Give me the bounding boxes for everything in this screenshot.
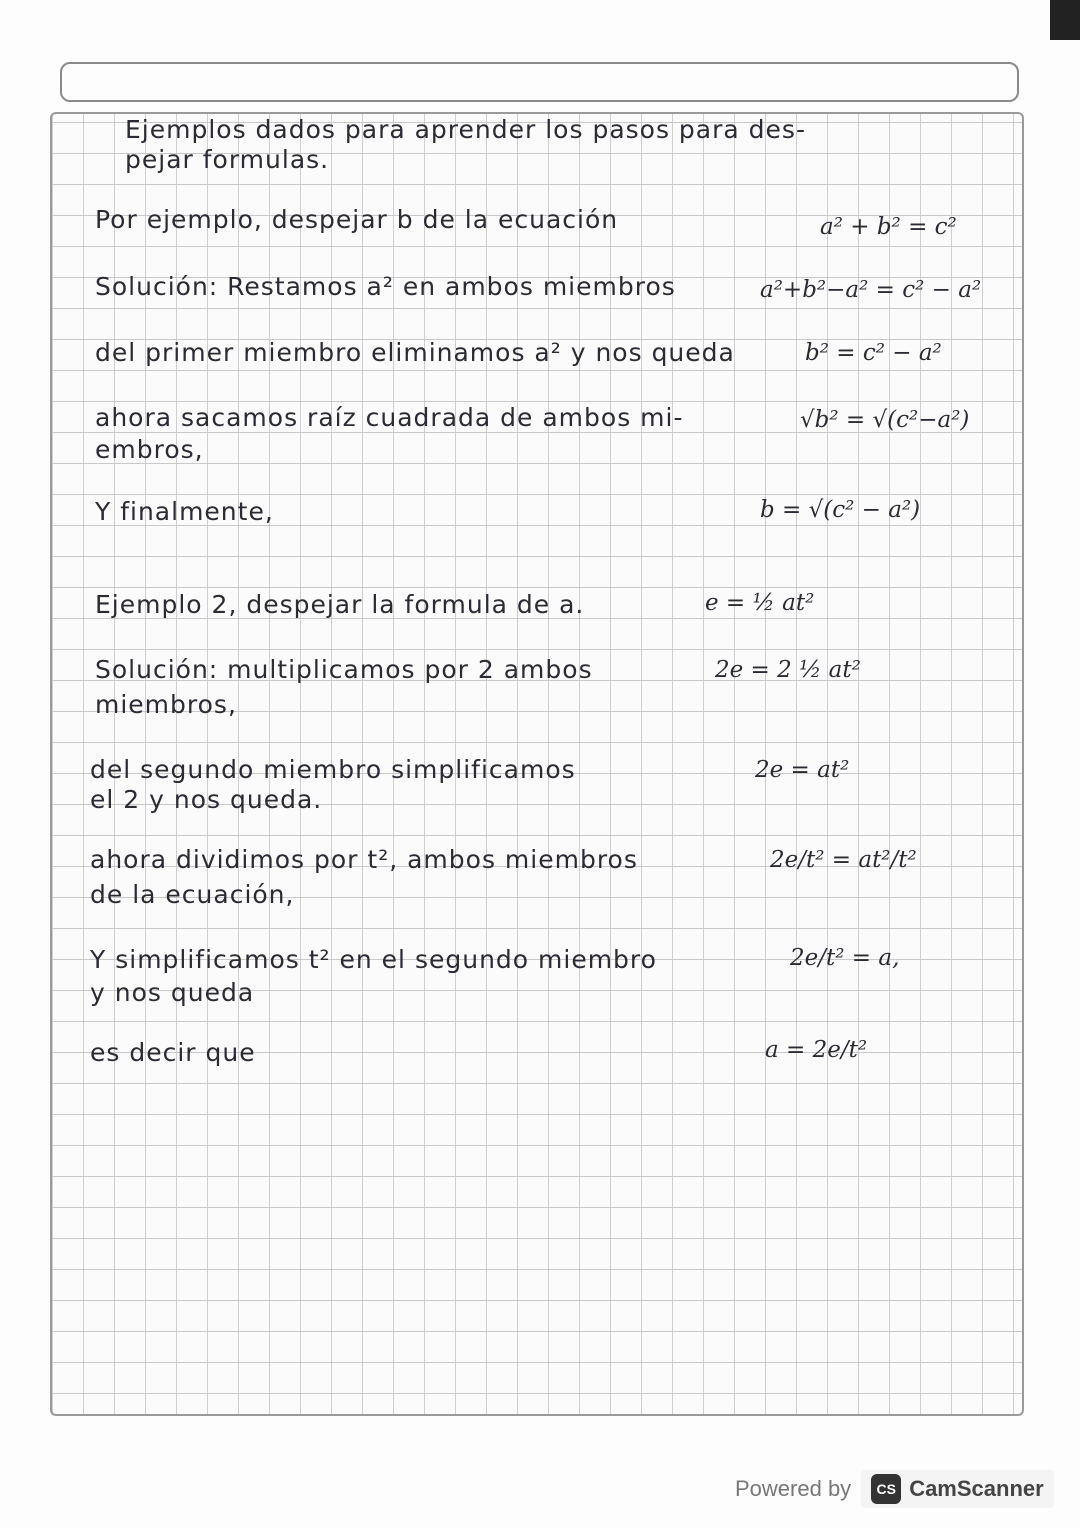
ex2-step5-formula: 2e/t² = a, — [790, 945, 900, 971]
ex2-step5-text-1: Y simplificamos t² en el segundo miembro — [90, 945, 657, 974]
ex2-step2-formula: 2e = 2 ½ at² — [715, 657, 861, 683]
ex1-step5-text: Y finalmente, — [95, 497, 274, 526]
ex1-step4-text-2: embros, — [95, 435, 204, 464]
ex2-step2-text-2: miembros, — [95, 690, 237, 719]
ex2-step4-formula: 2e/t² = at²/t² — [770, 847, 917, 873]
ex2-step3-text-1: del segundo miembro simplificamos — [90, 755, 576, 784]
camscanner-logo — [861, 1470, 1054, 1508]
ex2-step3-formula: 2e = at² — [755, 757, 850, 783]
ex1-step1-formula: a² + b² = c² — [820, 214, 957, 240]
camscanner-icon: CS — [871, 1474, 901, 1504]
ex2-step3-text-2: el 2 y nos queda. — [90, 785, 323, 814]
notebook-header-box — [60, 62, 1019, 102]
ex2-step1-formula: e = ½ at² — [705, 590, 815, 616]
title-line-2: pejar formulas. — [125, 145, 330, 174]
ex2-step5-text-2: y nos queda — [90, 978, 255, 1007]
ex2-step2-text-1: Solución: multiplicamos por 2 ambos — [95, 655, 593, 684]
ex1-step4-formula: √b² = √(c²−a²) — [800, 407, 970, 433]
ex2-step1-text: Ejemplo 2, despejar la formula de a. — [95, 590, 585, 619]
powered-by-label: Powered by — [735, 1476, 852, 1501]
camscanner-brand: CamScanner — [909, 1476, 1044, 1501]
ex2-step6-formula: a = 2e/t² — [765, 1037, 868, 1063]
camscanner-watermark — [735, 1468, 1054, 1510]
ex1-step2-text: Solución: Restamos a² en ambos miembros — [95, 272, 676, 301]
ex1-step3-text: del primer miembro eliminamos a² y nos queda — [95, 338, 735, 367]
title-line-1: Ejemplos dados para aprender los pasos para des- — [125, 115, 806, 144]
ex2-step6-text: es decir que — [90, 1038, 256, 1067]
ex2-step4-text-1: ahora dividimos por t², ambos miembros — [90, 845, 638, 874]
ex2-step4-text-2: de la ecuación, — [90, 880, 295, 909]
ex1-step3-formula: b² = c² − a² — [805, 340, 942, 366]
ex1-step1-text: Por ejemplo, despejar b de la ecuación — [95, 205, 619, 234]
ex1-step2-formula: a²+b²−a² = c² − a² — [760, 277, 982, 303]
scan-edge — [1050, 0, 1080, 40]
ex1-step4-text-1: ahora sacamos raíz cuadrada de ambos mi- — [95, 403, 684, 432]
ex1-step5-formula: b = √(c² − a²) — [760, 497, 921, 523]
